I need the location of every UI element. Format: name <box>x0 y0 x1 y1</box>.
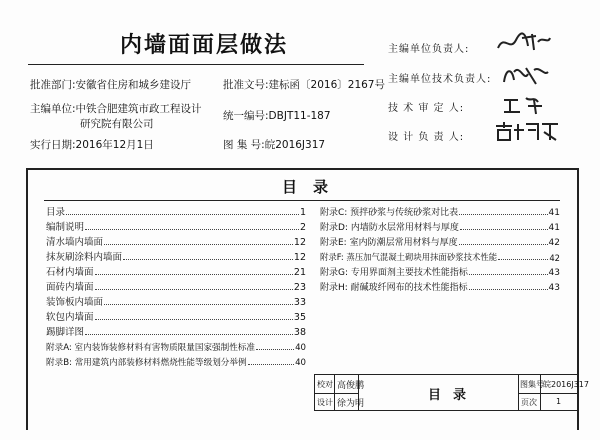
titleblock-page-value: 1 <box>556 397 562 406</box>
toc-entry[interactable]: 附录E: 室内防潮层常用材料与厚度 42 <box>320 238 560 248</box>
signature-chief-tech-head <box>498 62 550 88</box>
titleblock-top <box>314 374 577 375</box>
titleblock-mid-left <box>314 393 358 394</box>
editor-org-line1: 主编单位:中铁合肥建筑市政工程设计 <box>30 103 202 115</box>
unified-number: 统一编号:DBJT11-187 <box>223 110 331 122</box>
titleblock-review-name: 高俊鹏 <box>337 381 365 391</box>
toc-entry[interactable]: 附录C: 预拌砂浆与传统砂浆对比表 41 <box>320 208 560 218</box>
titleblock-div3 <box>518 374 519 410</box>
titleblock-title: 目录 <box>428 388 479 403</box>
titleblock-page-label: 页次 <box>521 398 537 407</box>
toc-entry[interactable]: 附录D: 内墙防水层常用材料与厚度 41 <box>320 223 560 233</box>
toc-entry[interactable]: 清水墙内墙面 12 <box>46 237 306 248</box>
toc-heading: 目录 <box>282 178 345 196</box>
toc-heading-rule <box>44 200 560 201</box>
role-label-chief-tech-head: 主编单位技术负责人: <box>388 74 492 85</box>
toc-entry[interactable]: 踢脚详图 38 <box>46 327 306 338</box>
signature-tech-reviewer <box>498 92 550 116</box>
toc-entry[interactable]: 附录B: 常用建筑内部装修材料燃烧性能等级划分举例 40 <box>46 358 306 368</box>
titleblock-bottom <box>314 410 577 411</box>
toc-entry[interactable]: 附录H: 耐碱玻纤网布的技术性能指标 43 <box>320 283 560 293</box>
titleblock-div1 <box>334 374 335 410</box>
toc-entry[interactable]: 附录G: 专用界面剂主要技术性能指标 43 <box>320 268 560 278</box>
titleblock-review-label: 校对 <box>317 380 333 389</box>
toc-entry[interactable]: 附录F: 蒸压加气混凝土砌块用抹面砂浆技术性能 42 <box>320 252 560 263</box>
frame-top-line <box>26 168 578 170</box>
document-title: 内墙面面层做法 <box>120 33 289 58</box>
toc-entry[interactable]: 装饰板内墙面 33 <box>46 297 306 308</box>
approved-by: 批准部门:安徽省住房和城乡建设厅 <box>30 79 192 91</box>
implementation-date: 实行日期:2016年12月1日 <box>30 139 154 151</box>
toc-entry[interactable]: 软包内墙面 35 <box>46 312 306 323</box>
titleblock-left <box>314 374 315 410</box>
signature-chief-editor-head <box>494 30 554 56</box>
approval-number: 批准文号:建标函〔2016〕2167号 <box>223 79 385 91</box>
titleblock-design-name: 徐为明 <box>337 399 365 409</box>
title-underline <box>28 64 364 65</box>
role-label-tech-reviewer: 技 术 审 定 人: <box>388 103 465 114</box>
toc-entry[interactable]: 目录 1 <box>46 207 306 218</box>
toc-entry[interactable]: 编制说明 2 <box>46 222 306 233</box>
toc-entry[interactable]: 面砖内墙面 23 <box>46 282 306 293</box>
editor-org-line2: 研究院有限公司 <box>80 118 154 130</box>
signature-design-lead <box>492 118 562 144</box>
frame-left-line <box>26 168 28 430</box>
toc-entry[interactable]: 抹灰刷涂料内墙面 12 <box>46 252 306 263</box>
titleblock-design-label: 设计 <box>317 398 333 407</box>
titleblock-mid-right <box>518 393 577 394</box>
titleblock-atlas-label: 图集号 <box>520 380 544 389</box>
role-label-chief-editor-head: 主编单位负责人: <box>388 44 470 55</box>
toc-entry[interactable]: 石材内墙面 21 <box>46 267 306 278</box>
atlas-number: 图 集 号:皖2016J317 <box>223 139 326 151</box>
titleblock-atlas-value: 皖2016J317 <box>543 380 589 389</box>
frame-right-line <box>577 168 579 430</box>
toc-entry[interactable]: 附录A: 室内装饰装修材料有害物质限量国家强制性标准 40 <box>46 343 306 353</box>
role-label-design-lead: 设 计 负 责 人: <box>388 132 465 143</box>
